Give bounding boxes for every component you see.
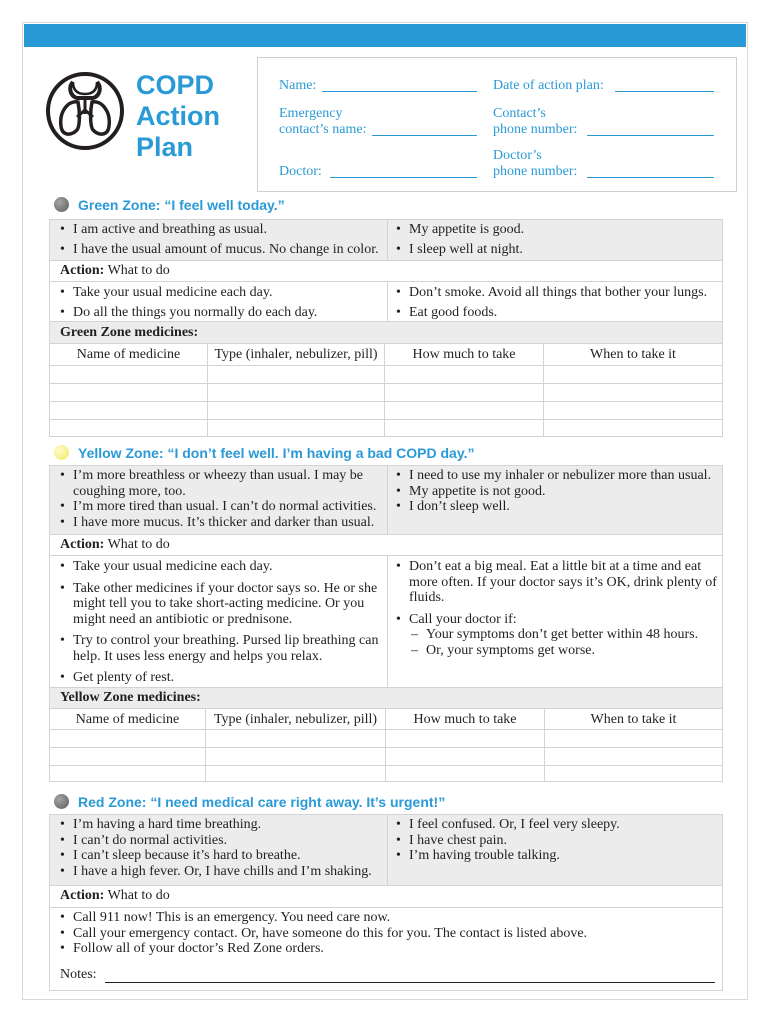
green-col-name: Name of medicine: [76, 347, 181, 362]
list-item: • Call your doctor if: – Your symptoms don’t get better within 48 hours. – Or, your symptoms get worse.: [396, 612, 718, 659]
top-banner: [24, 24, 746, 47]
yellow-zone-title: Yellow Zone: “I don’t feel well. I’m having a bad COPD day.”: [78, 445, 475, 461]
list-item: • I have the usual amount of mucus. No change in color.: [60, 242, 385, 258]
date-label: Date of action plan:: [493, 78, 604, 93]
list-item: • Follow all of your doctor’s Red Zone orders.: [60, 941, 720, 957]
list-item: • Call 911 now! This is an emergency. You need care now.: [60, 910, 720, 926]
list-item: • I can’t do normal activities.: [60, 833, 385, 849]
doctor-phone-field[interactable]: [587, 177, 714, 178]
list-item: • Take your usual medicine each day.: [60, 559, 382, 575]
date-field[interactable]: [615, 91, 714, 92]
lungs-icon: [44, 70, 126, 152]
list-item: • I need to use my inhaler or nebulizer more than usual.: [396, 468, 721, 484]
list-item: • I sleep well at night.: [396, 242, 716, 258]
list-item: • Call your emergency contact. Or, have someone do this for you. The contact is listed above.: [60, 926, 720, 942]
yellow-symptoms-right: [396, 468, 721, 515]
list-item: • I’m more breathless or wheezy than usual. I may be coughing more, too.: [60, 468, 385, 499]
contact-phone-field[interactable]: [587, 135, 714, 136]
red-symptoms-left: [60, 817, 385, 879]
page-title: COPD Action Plan: [136, 70, 220, 162]
green-symptoms-left: [60, 222, 385, 257]
emergency-label-2: contact’s name:: [279, 122, 367, 137]
list-item: • Try to control your breathing. Pursed lip breathing can help. It uses less energy and helps you relax.: [60, 633, 382, 664]
contact-phone-label-1: Contact’s: [493, 106, 546, 121]
name-label: Name:: [279, 78, 317, 93]
notes-field[interactable]: [105, 982, 715, 983]
green-zone-title: Green Zone: “I feel well today.”: [78, 197, 285, 213]
contact-phone-label-2: phone number:: [493, 122, 578, 137]
green-actions-left: [60, 285, 385, 320]
red-actions: [60, 910, 720, 957]
name-field[interactable]: [322, 91, 477, 92]
doctor-label: Doctor:: [279, 164, 322, 179]
yellow-actions-right: [396, 559, 718, 658]
green-medicines-label: Green Zone medicines:: [60, 325, 199, 340]
doctor-field[interactable]: [330, 177, 477, 178]
green-symptoms-right: [396, 222, 716, 257]
list-item: • I’m having trouble talking.: [396, 848, 721, 864]
notes-label: Notes:: [60, 967, 97, 982]
red-zone-bullet-icon: [54, 794, 69, 809]
green-action-label: Action: What to do: [60, 263, 170, 278]
yellow-col-amount: How much to take: [413, 712, 517, 727]
yellow-medicines-label: Yellow Zone medicines:: [60, 690, 201, 705]
yellow-symptoms-left: [60, 468, 385, 530]
yellow-action-label: Action: What to do: [60, 537, 170, 552]
doctor-phone-label-1: Doctor’s: [493, 148, 542, 163]
red-action-label: Action: What to do: [60, 888, 170, 903]
list-item: – Or, your symptoms get worse.: [411, 643, 718, 659]
list-item: • Get plenty of rest.: [60, 670, 382, 686]
emergency-contact-field[interactable]: [372, 135, 477, 136]
list-item: • I don’t sleep well.: [396, 499, 721, 515]
green-zone-bullet-icon: [54, 197, 69, 212]
yellow-zone-bullet-icon: [54, 445, 69, 460]
list-item: • I have more mucus. It’s thicker and darker than usual.: [60, 515, 385, 531]
emergency-label-1: Emergency: [279, 106, 343, 121]
yellow-actions-left: [60, 559, 382, 686]
yellow-col-type: Type (inhaler, nebulizer, pill): [213, 712, 378, 727]
list-item: – Your symptoms don’t get better within 48 hours.: [411, 627, 718, 643]
yellow-col-when: When to take it: [590, 712, 677, 727]
list-item: • I am active and breathing as usual.: [60, 222, 385, 238]
green-col-amount: How much to take: [412, 347, 516, 362]
green-col-type: Type (inhaler, nebulizer, pill): [214, 347, 378, 362]
list-item: • My appetite is good.: [396, 222, 716, 238]
list-item: • Eat good foods.: [396, 305, 721, 321]
list-item: • Don’t smoke. Avoid all things that bother your lungs.: [396, 285, 721, 301]
list-item: • My appetite is not good.: [396, 484, 721, 500]
list-item: • I’m having a hard time breathing.: [60, 817, 385, 833]
list-item: • Don’t eat a big meal. Eat a little bit at a time and eat more often. If your doctor says it’s OK, drink plenty of fluids.: [396, 559, 718, 606]
list-item: • I’m more tired than usual. I can’t do normal activities.: [60, 499, 385, 515]
list-item: • Do all the things you normally do each day.: [60, 305, 385, 321]
list-item: • I feel confused. Or, I feel very sleepy.: [396, 817, 721, 833]
list-item: • Take other medicines if your doctor says so. He or she might tell you to take short-acting medicine. Or you might need an antibiotic or prednisone.: [60, 581, 382, 628]
green-actions-right: [396, 285, 721, 320]
red-zone-title: Red Zone: “I need medical care right away. It’s urgent!”: [78, 794, 446, 810]
green-col-when: When to take it: [590, 347, 676, 362]
call-doctor-sublist: [411, 627, 718, 658]
red-symptoms-right: [396, 817, 721, 864]
doctor-phone-label-2: phone number:: [493, 164, 578, 179]
list-item: • I have a high fever. Or, I have chills and I’m shaking.: [60, 864, 385, 880]
list-item: • Take your usual medicine each day.: [60, 285, 385, 301]
list-item: • I have chest pain.: [396, 833, 721, 849]
list-item: • I can’t sleep because it’s hard to breathe.: [60, 848, 385, 864]
yellow-col-name: Name of medicine: [75, 712, 180, 727]
